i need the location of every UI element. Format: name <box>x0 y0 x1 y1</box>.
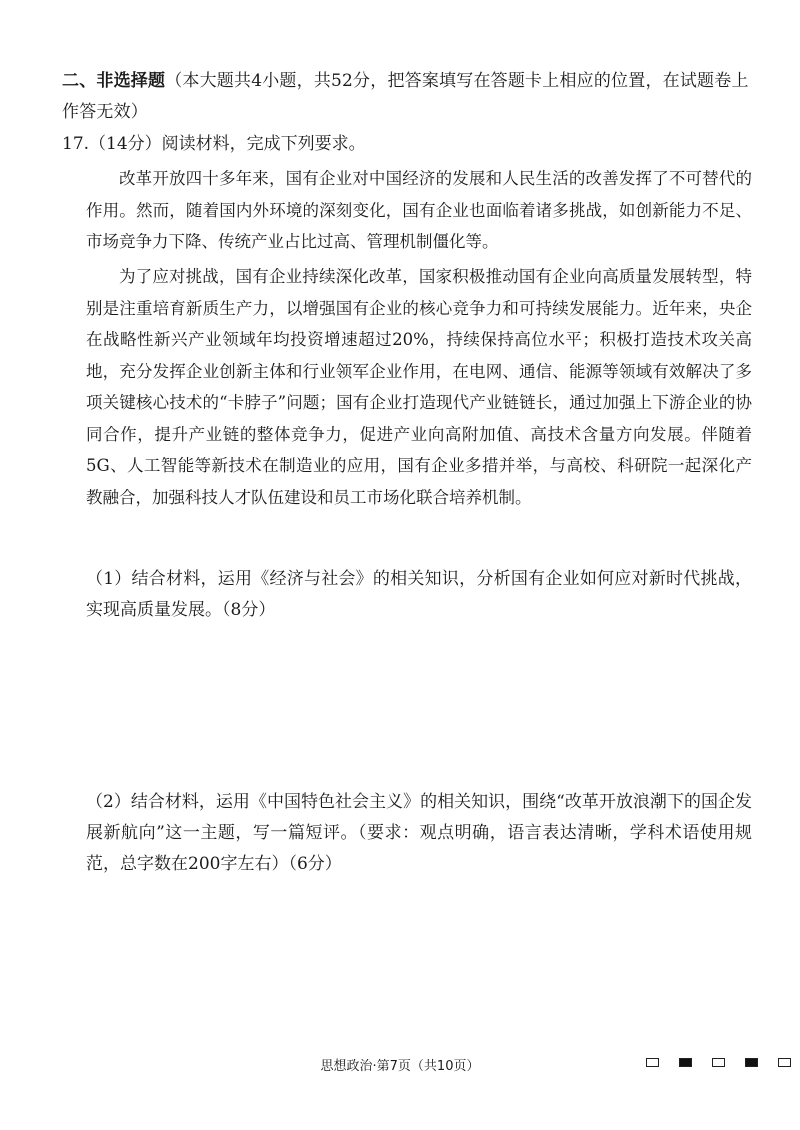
registration-mark <box>712 1058 725 1067</box>
sub-question-2: （2）结合材料，运用《中国特色社会主义》的相关知识，围绕“改革开放浪潮下的国企发展新航向”这一主题，写一篇短评。（要求：观点明确，语言表达清晰，学科术语使用规范，总字数在200字左右）（6分） <box>86 792 752 874</box>
registration-mark <box>646 1058 659 1067</box>
question-title: 17.（14分）阅读材料，完成下列要求。 <box>62 134 366 154</box>
registration-mark <box>679 1058 692 1067</box>
material-paragraph: 改革开放四十多年来，国有企业对中国经济的发展和人民生活的改善发挥了不可替代的作用。然而，随着国内外环境的深刻变化，国有企业也面临着诸多挑战，如创新能力不足、市场竞争力下降、传统产业占比过高、管理机制僵化等。 <box>86 169 752 251</box>
section-heading-title: 二、非选择题 <box>62 71 166 91</box>
registration-mark <box>778 1058 791 1067</box>
page-footer: 思想政治·第7页（共10页） <box>320 1059 480 1074</box>
registration-marks <box>646 1058 791 1067</box>
section-heading-note: （本大题共4小题，共52分，把答案填写在答题卡上相应的位置，在试题卷上作答无效） <box>62 71 749 122</box>
section-heading <box>62 66 752 128</box>
registration-mark <box>745 1058 758 1067</box>
sub-question-1: （1）结合材料，运用《经济与社会》的相关知识，分析国有企业如何应对新时代挑战，实现高质量发展。（8分） <box>86 569 752 620</box>
material-paragraph: 为了应对挑战，国有企业持续深化改革，国家积极推动国有企业向高质量发展转型，特别是注重培育新质生产力，以增强国有企业的核心竞争力和可持续发展能力。近年来，央企在战略性新兴产业领域年均投资增速超过20%，持续保持高位水平；积极打造技术攻关高地，充分发挥企业创新主体和行业领军企业作用，在电网、通信、能源等领域有效解决了多项关键核心技术的“卡脖子”问题；国有企业打造现代产业链链长，通过加强上下游企业的协同合作，提升产业链的整体竞争力，促进产业向高附加值、高技术含量方向发展。伴随着5G、人工智能等新技术在制造业的应用，国有企业多措并举，与高校、科研院一起深化产教融合，加强科技人才队伍建设和员工市场化联合培养机制。 <box>86 267 752 507</box>
